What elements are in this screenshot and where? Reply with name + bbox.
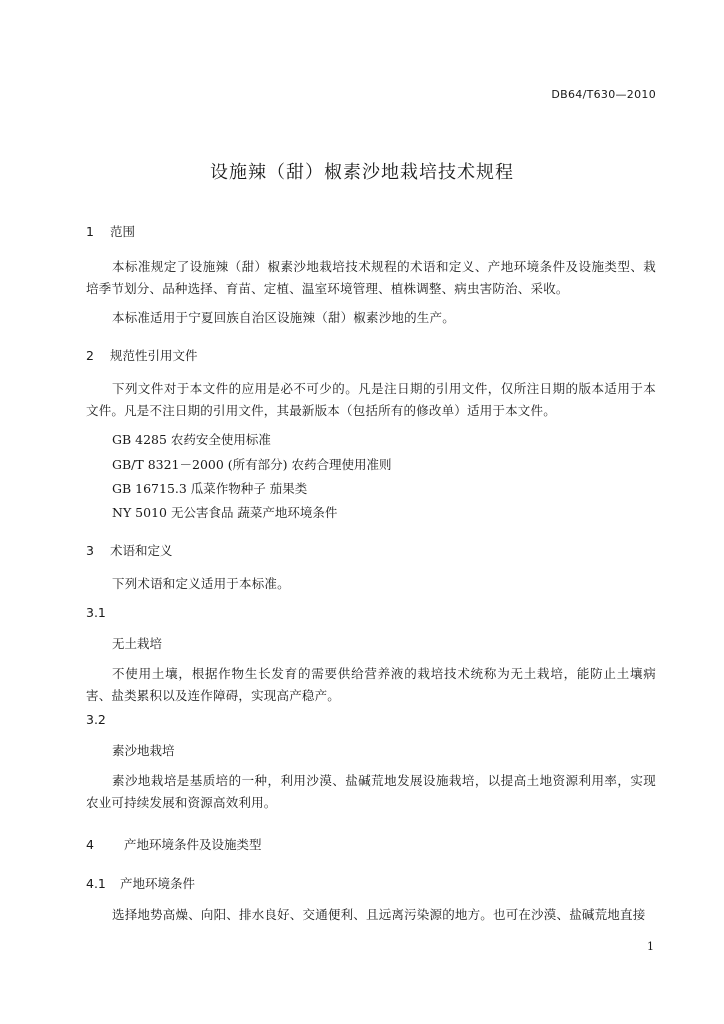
section-2-intro: 下列文件对于本文件的应用是必不可少的。凡是注日期的引用文件，仅所注日期的版本适用于本文件。凡是不注日期的引用文件，其最新版本（包括所有的修改单）适用于本文件。 [86,381,656,418]
section-number: 2 [86,348,94,363]
section-number: 3 [86,543,94,558]
section-2-heading [86,346,198,364]
section-3-intro: 下列术语和定义适用于本标准。 [112,576,290,591]
term-3-1-definition: 不使用土壤，根据作物生长发育的需要供给营养液的栽培技术统称为无土栽培，能防止土壤病害、盐类累积以及连作障碍，实现高产稳产。 [86,666,656,703]
section-1-paragraph-2: 本标准适用于宁夏回族自治区设施辣（甜）椒素沙地的生产。 [112,310,455,325]
term-3-1-name: 无土栽培 [112,636,163,651]
section-title: 范围 [109,224,135,239]
section-1-paragraph-1: 本标准规定了设施辣（甜）椒素沙地栽培技术规程的术语和定义、产地环境条件及设施类型、栽培季节划分、品种选择、育苗、定植、温室环境管理、植株调整、病虫害防治、采收。 [86,259,656,296]
section-number: 1 [86,224,94,239]
section-3-heading [86,541,173,559]
section-number: 4 [86,837,94,852]
page-number: 1 [647,940,654,953]
term-3-2-definition: 素沙地栽培是基质培的一种，利用沙漠、盐碱荒地发展设施栽培，以提高土地资源利用率，实现农业可持续发展和资源高效利用。 [86,773,656,810]
section-4-1-paragraph: 选择地势高燥、向阳、排水良好、交通便利、且远离污染源的地方。也可在沙漠、盐碱荒地直接 [112,907,646,922]
document-title: 设施辣（甜）椒素沙地栽培技术规程 [210,162,514,183]
section-4-1-heading [86,874,195,892]
reference-item: GB/T 8321－2000 (所有部分) 农药合理使用准则 [112,457,392,472]
section-1-heading [86,222,135,240]
reference-item: GB 16715.3 瓜菜作物种子 茄果类 [112,481,308,496]
section-title: 产地环境条件 [119,876,195,891]
section-number: 4.1 [86,876,106,891]
section-4-heading [86,835,262,853]
term-3-1-number: 3.1 [86,605,106,620]
reference-item: GB 4285 农药安全使用标准 [112,432,271,447]
section-title: 规范性引用文件 [109,348,198,363]
standard-code: DB64/T630—2010 [551,88,656,101]
reference-item: NY 5010 无公害食品 蔬菜产地环境条件 [112,505,338,520]
term-3-2-name: 素沙地栽培 [112,743,175,758]
section-title: 产地环境条件及设施类型 [123,837,262,852]
section-title: 术语和定义 [109,543,173,558]
term-3-2-number: 3.2 [86,712,106,727]
